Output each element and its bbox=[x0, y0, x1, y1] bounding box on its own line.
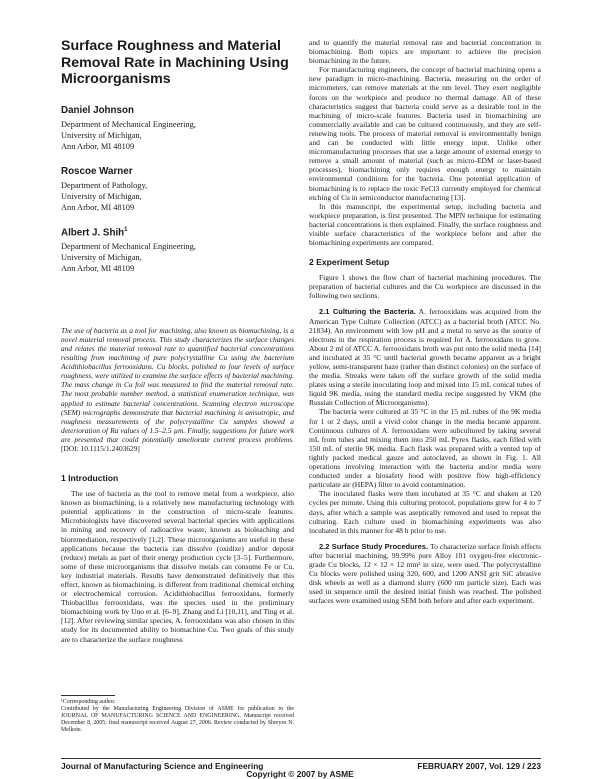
subsection-text: A. ferrooxidans was acquired from the American Type Culture Collection (ATCC) as a bacterial broth (ATCC No. 21834). An environment with low pH and a metal to serve as the source of electrons in the respiration process is required for A. ferrooxidans to grow. About 2 ml of ATCC A. ferrooxidans broth was put onto the solid media [14] and incubated at 35 °C until bacterial growth became apparent as a bright yellow, semi-transparent haze (rather than distinct colonies) on the surface of the media. Streaks were taken off the surface growth of the solid media plates using a sterile inoculating loop and mixed into 15 mL conical tubes of liquid 9K media, using the standard media recipe suggested by VKM (the Russian Collection of Microorganisms). bbox=[309, 307, 542, 408]
section-heading-experiment-setup: 2 Experiment Setup bbox=[309, 257, 390, 268]
right-column bbox=[309, 38, 541, 605]
author-name: Roscoe Warner bbox=[61, 165, 133, 177]
footer-journal: Journal of Manufacturing Science and Engineering bbox=[61, 761, 264, 771]
author-superscript: 1 bbox=[124, 226, 128, 233]
body-paragraph: Figure 1 shows the flow chart of bacterial machining procedures. The preparation of bacterial cultures and the Cu workpiece are discussed in the following two sections. bbox=[309, 273, 541, 301]
footnote-rule bbox=[61, 695, 115, 696]
affiliation-line: Department of Pathology, bbox=[61, 180, 148, 190]
affiliation-line: Department of Mechanical Engineering, bbox=[61, 241, 196, 251]
affiliation-line: University of Michigan, bbox=[61, 191, 142, 201]
affiliation-line: Ann Arbor, MI 48109 bbox=[61, 141, 135, 151]
abstract-text: The use of bacteria as a tool for machining, also known as biomachining, is a novel material removal process. This study characterizes the surface changes and relates the material removal rate to quantified bacterial concentrations resulting from machining of pure polycrystalline Cu using the bacterium Acidithiobacillus ferrooxidans. Cu blocks, polished to four levels of surface roughness, were utilized to examine the surface effects of bacterial machining. The mass change in Cu foil was measured to find the material removal rate. The most probable number method, a statistical enumeration technique, was applied to estimate bacterial concentrations. Scanning electron microscope (SEM) micrographs demonstrate that bacterial machining is anisotropic, and roughness measurements of the polycrystalline Cu samples showed a deterioration of Ra values of 1.5–2.5 µm. Finally, suggestions for future work are presented that could potentially ameliorate current process problems. bbox=[61, 325, 294, 444]
affiliation-line: University of Michigan, bbox=[61, 130, 142, 140]
footnote: ¹Corresponding author. bbox=[61, 699, 116, 705]
affiliation-line: Ann Arbor, MI 48109 bbox=[61, 202, 135, 212]
subsection-text: To characterize surface finish effects after bacterial machining, 99.99% pure Alloy 101 oxygen-free electronic-grade Cu blocks, 12 × 12 × 12 mm³ in size, were used. The polycrystalline Cu blocks were polished using 320, 600, and 1200 ANSI grit SiC abrasive disk wheels as well as a diamond slurry (600 nm particle size). Each was used in sequence until the desired initial finish was reached. The polished surfaces were examined using SEM both before and after each experiment. bbox=[309, 541, 541, 606]
body-paragraph: The inoculated flasks were then incubated at 35 °C and shaken at 120 cycles per minute. Using this culturing protocol, populations grew for 4 to 7 days, after which a sample was aseptically removed and used to repeat the culturing. Each culture used in biomachining experiments was also incubated in this manner for 48 h prior to use. bbox=[309, 489, 541, 535]
author-affiliation bbox=[61, 180, 294, 213]
footnotes bbox=[61, 695, 294, 734]
section-heading-introduction: 1 Introduction bbox=[61, 473, 119, 484]
body-paragraph: For manufacturing engineers, the concept of bacterial machining opens a new paradigm in micro-machining. Bacteria, measuring on the order of micrometers, can remove materials at the nm level. They exert negligible forces on the workpiece and produce no thermal damage. All of these characteristics suggest that bacteria could serve as a desirable tool in the machining of micro-scale features. Bacteria used in biomachining are commercially available and can be cultured continuously, and they are self-renewing tools. The process of material removal is environmentally benign and can be conducted with little energy input. Unlike other micromanufacturing processes that use a large amount of external energy to remove a small amount of material (such as micro-EDM or laser-based processes), biomachining only requires enough energy to maintain environmental conditions for the bacteria. One potential application of biomachining is to replace the toxic FeCl3 currently employed for chemical etching of Cu in semiconductor manufacturing [13]. bbox=[309, 65, 541, 202]
author-name: Daniel Johnson bbox=[61, 104, 134, 116]
subsection-surface-study bbox=[309, 542, 541, 606]
footnote: Contributed by the Manufacturing Engineering Division of ASME for publication in the JOURNAL OF MANUFACTURING SCIENCE AND ENGINEERING. Manuscript received December 8, 2005; final manuscript received August 27, 2006. Review conducted by Shreyes N. Melkote. bbox=[61, 706, 294, 734]
body-paragraph: and to quantify the material removal rate and bacterial concentration in biomachining. Both topics are important to achieve the precision biomachining in the future. bbox=[309, 38, 541, 66]
intro-paragraph: The use of bacteria as the tool to remove metal from a workpiece, also known as biomachining, is a relatively new manufacturing technology with potential applications in the construction of micro-scale features. Microbiologists have discovered several bacterial species with applications in mining and recovery of radioactive waste, known as bioleaching and bioremediation, respectively [1,2]. These microorganisms are useful in these applications because the bacteria can dissolve (oxidize) and/or deposit (reduce) metals as part of their energy production cycle [3–5]. Furthermore, some of these microorganisms that dissolve metals can consume Fe or Cu, key industrial materials. Results have demonstrated definitively that this effect, known as biomachining, is different from traditional chemical etching or electrochemical corrosion. Acidithiobacillus ferrooxidans, formerly Thiobacillus ferrooxidans, was the species used in the preliminary biomachining work by Uno et al. [6–9], Zhang and Li [10,11], and Ting et al. [12]. After reviewing similar species, A. ferrooxidans was also chosen in this study for its documented ability to biomachine Cu. Two goals of this study are to characterize the surface roughness bbox=[61, 489, 294, 644]
abstract bbox=[61, 326, 294, 453]
author-name: Albert J. Shih$^1$ bbox=[61, 226, 128, 238]
author-affiliation bbox=[61, 241, 294, 274]
affiliation-line: University of Michigan, bbox=[61, 252, 142, 262]
author-block-1 bbox=[61, 105, 294, 152]
author-block-2 bbox=[61, 166, 294, 213]
left-column bbox=[61, 38, 294, 734]
doi: [DOI: 10.1115/1.2403629] bbox=[61, 443, 140, 453]
author-block-3 bbox=[61, 227, 294, 274]
subsection-heading: 2.1 Culturing the Bacteria. bbox=[319, 307, 416, 317]
body-paragraph: The bacteria were cultured at 35 °C in the 15 mL tubes of the 9K media for 1 or 2 days, until a vivid color change in the media became apparent. Continuous cultures of A. ferrooxidans were subcultured by taking several mL from tubes and mixing them into 250 mL Pyrex flasks, each filled with 150 mL of sterile 9K media. Each flask was prepared with a vented top of tightly packed medical gauze and autoclaved, as shown in Fig. 1. All operations involving interaction with the bacteria and/or media were conducted under a biosafety hood with positive flow high-efficiency particulate air (HEPA) filter to avoid contamination. bbox=[309, 407, 541, 490]
footer-rule bbox=[61, 758, 541, 759]
footer-issue: FEBRUARY 2007, Vol. 129 / 223 bbox=[417, 761, 541, 771]
subsection-culturing bbox=[309, 307, 541, 407]
footer-copyright: Copyright © 2007 by ASME bbox=[246, 769, 354, 779]
paper-title: Surface Roughness and Material Removal Rate in Machining Using Microorganisms bbox=[61, 38, 289, 87]
body-paragraph: In this manuscript, the experimental setup, including bacteria and workpiece preparation, is first presented. The MPN technique for estimating bacterial concentrations is then explained. Finally, the surface roughness and visible surface characteristics of the workpiece before and after the biomachining experiments are compared. bbox=[309, 201, 541, 248]
subsection-heading: 2.2 Surface Study Procedures. bbox=[319, 541, 429, 551]
affiliation-line: Ann Arbor, MI 48109 bbox=[61, 263, 135, 273]
author-affiliation bbox=[61, 119, 294, 152]
affiliation-line: Department of Mechanical Engineering, bbox=[61, 119, 196, 129]
